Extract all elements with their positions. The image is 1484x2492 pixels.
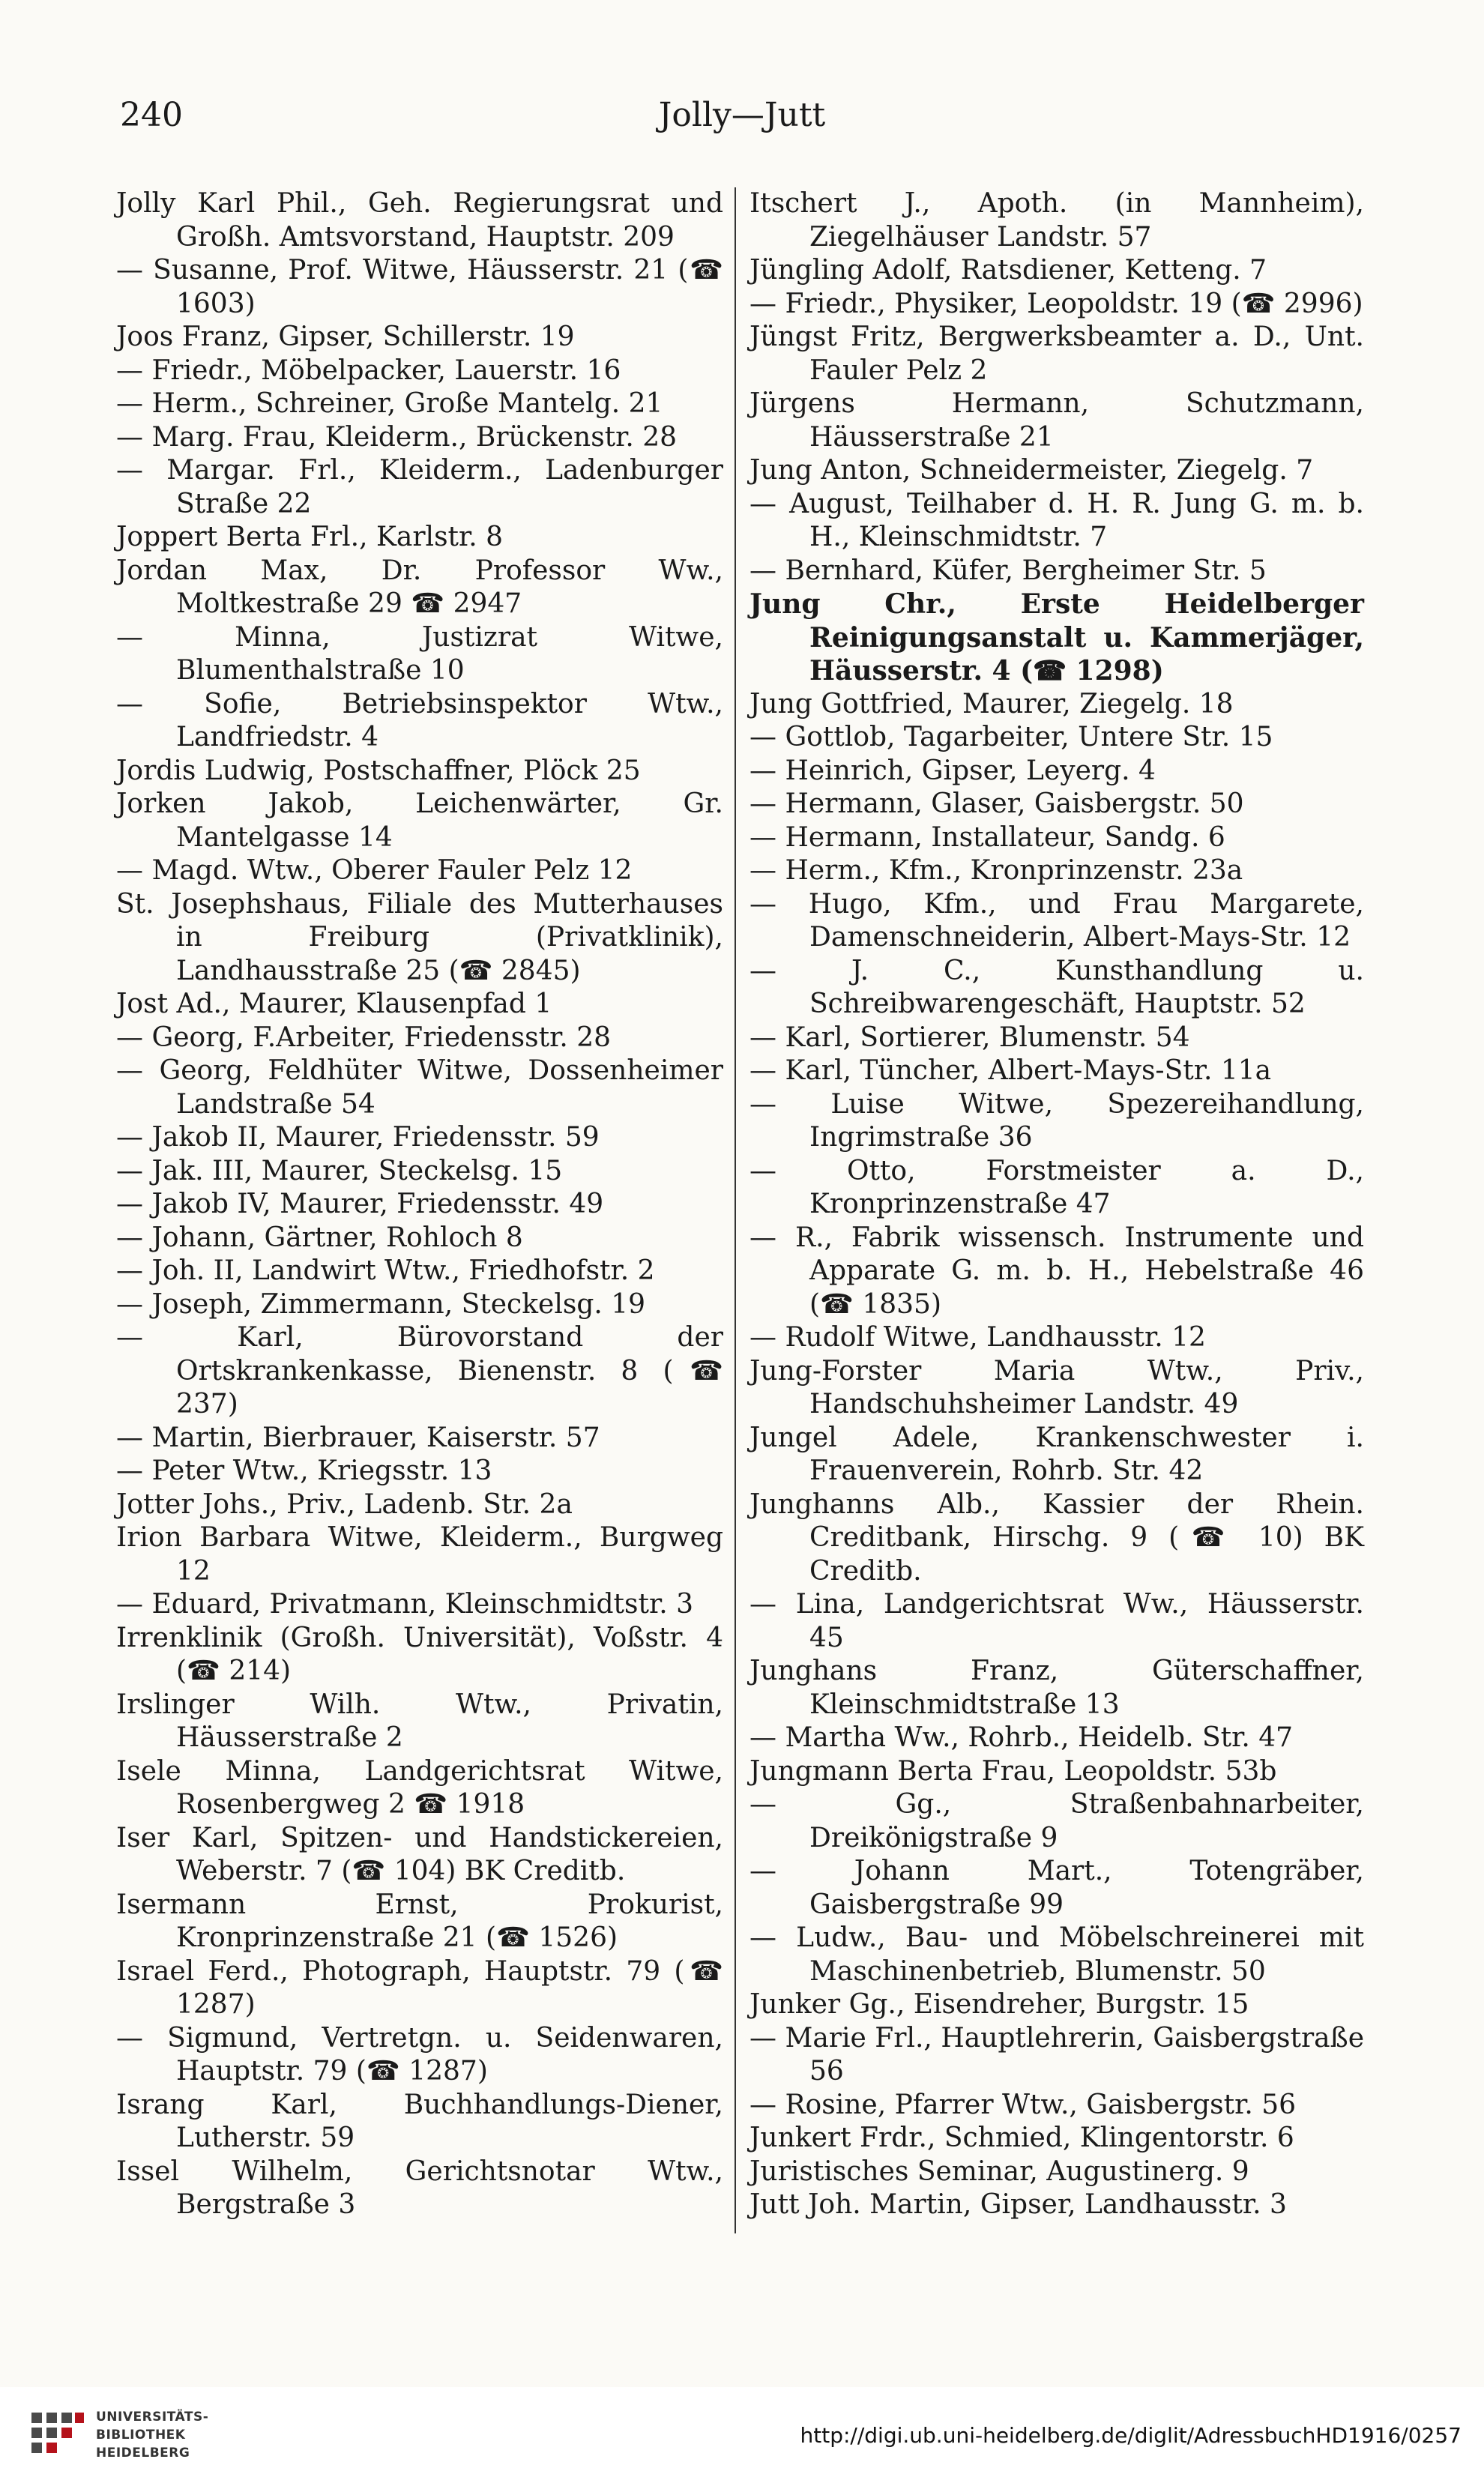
source-url-link[interactable]: http://digi.ub.uni-heidelberg.de/diglit/AdressbuchHD1916/0257	[800, 2423, 1462, 2448]
directory-entry: Israng Karl, Buchhandlungs-Diener, Lutherstr. 59	[116, 2089, 723, 2153]
directory-entry: — Friedr., Physiker, Leopoldstr. 19 (☎ 2996)	[749, 288, 1363, 319]
directory-entry: — Lina, Landgerichtsrat Ww., Häusserstr. 45	[749, 1589, 1364, 1653]
running-head: Jolly—Jutt	[658, 96, 826, 134]
directory-entry: Issel Wilhelm, Gerichtsnotar Wtw., Bergstraße 3	[116, 2155, 723, 2220]
directory-entry: — Otto, Forstmeister a. D., Kronprinzenstraße 47	[749, 1155, 1364, 1219]
directory-entry: Jung-Forster Maria Wtw., Priv., Handschuhsheimer Landstr. 49	[749, 1355, 1364, 1420]
directory-entry: Junghans Franz, Güterschaffner, Kleinschmidtstraße 13	[749, 1656, 1364, 1720]
library-name-line: HEIDELBERG	[96, 2446, 190, 2461]
directory-entry: Jorken Jakob, Leichenwärter, Gr. Mantelgasse 14	[116, 788, 723, 853]
directory-entry: — Marg. Frau, Kleiderm., Brückenstr. 28	[116, 421, 678, 453]
directory-entry: — Margar. Frl., Kleiderm., Ladenburger Straße 22	[116, 455, 723, 519]
directory-entry: — Hermann, Installateur, Sandg. 6	[749, 821, 1225, 853]
directory-entry: — Bernhard, Küfer, Bergheimer Str. 5	[749, 555, 1267, 586]
directory-entry: — J. C., Kunsthandlung u. Schreibwarengeschäft, Hauptstr. 52	[749, 955, 1364, 1019]
directory-entry: — Susanne, Prof. Witwe, Häusserstr. 21 (☎ 1603)	[116, 255, 723, 319]
directory-entry: Irrenklinik (Großh. Universität), Voßstr. 4 (☎ 214)	[116, 1622, 723, 1686]
directory-entry: — Rosine, Pfarrer Wtw., Gaisbergstr. 56	[749, 2089, 1297, 2120]
directory-entry: — August, Teilhaber d. H. R. Jung G. m. b. H., Kleinschmidtstr. 7	[749, 488, 1364, 552]
directory-entry: — Ludw., Bau- und Möbelschreinerei mit Maschinenbetrieb, Blumenstr. 50	[749, 1922, 1364, 1987]
directory-entry: Itschert J., Apoth. (in Mannheim), Ziegelhäuser Landstr. 57	[749, 188, 1364, 253]
directory-entry: Jürgens Hermann, Schutzmann, Häusserstraße 21	[749, 388, 1364, 453]
directory-entry: Jung Anton, Schneidermeister, Ziegelg. 7	[749, 455, 1314, 486]
directory-entry: — Marie Frl., Hauptlehrerin, Gaisbergstraße 56	[749, 2022, 1364, 2087]
directory-entry: — Hugo, Kfm., und Frau Margarete, Damenschneiderin, Albert-Mays-Str. 12	[749, 888, 1364, 953]
directory-entry: Jungel Adele, Krankenschwester i. Frauenverein, Rohrb. Str. 42	[749, 1422, 1364, 1486]
directory-entry: — Jak. III, Maurer, Steckelsg. 15	[116, 1155, 563, 1186]
directory-entry: Iser Karl, Spitzen- und Handstickereien, Weberstr. 7 (☎ 104) BK Creditb.	[116, 1822, 723, 1886]
directory-entry: Junkert Frdr., Schmied, Klingentorstr. 6	[749, 2123, 1294, 2153]
directory-entry: Jutt Joh. Martin, Gipser, Landhausstr. 3	[749, 2189, 1287, 2220]
directory-entry: Jüngling Adolf, Ratsdiener, Ketteng. 7	[749, 255, 1267, 286]
directory-entry: — Herm., Schreiner, Große Mantelg. 21	[116, 388, 663, 419]
directory-entry: Jüngst Fritz, Bergwerksbeamter a. D., Unt. Fauler Pelz 2	[749, 322, 1364, 386]
library-name-line: UNIVERSITÄTS-	[96, 2410, 209, 2425]
directory-entry: Jotter Johs., Priv., Ladenb. Str. 2a	[116, 1488, 573, 1520]
directory-entry: — Sigmund, Vertretgn. u. Seidenwaren, Hauptstr. 79 (☎ 1287)	[116, 2022, 723, 2087]
directory-entry: Juristisches Seminar, Augustinerg. 9	[749, 2155, 1249, 2187]
directory-entry: Israel Ferd., Photograph, Hauptstr. 79 (☎ 1287)	[116, 1955, 723, 2020]
directory-entry: Jolly Karl Phil., Geh. Regierungsrat und Großh. Amtsvorstand, Hauptstr. 209	[116, 188, 723, 253]
page-number: 240	[120, 96, 183, 134]
directory-entry: Jost Ad., Maurer, Klausenpfad 1	[116, 989, 552, 1019]
directory-entry: Isermann Ernst, Prokurist, Kronprinzenstraße 21 (☎ 1526)	[116, 1889, 723, 1953]
directory-entry: — Rudolf Witwe, Landhausstr. 12	[749, 1322, 1206, 1353]
directory-entry: — Minna, Justizrat Witwe, Blumenthalstraße 10	[116, 621, 723, 686]
directory-entry: Jungmann Berta Frau, Leopoldstr. 53b	[749, 1755, 1277, 1787]
directory-entry: Joppert Berta Frl., Karlstr. 8	[116, 522, 504, 552]
footer-bar	[0, 2387, 1484, 2492]
directory-entry: — Friedr., Möbelpacker, Lauerstr. 16	[116, 355, 621, 386]
directory-entry: — Johann Mart., Totengräber, Gaisbergstraße 99	[749, 1856, 1364, 1920]
library-name	[96, 2408, 208, 2462]
directory-entry: — Luise Witwe, Spezereihandlung, Ingrimstraße 36	[749, 1088, 1364, 1153]
directory-entry: Jordis Ludwig, Postschaffner, Plöck 25	[116, 755, 641, 786]
directory-entry: Joos Franz, Gipser, Schillerstr. 19	[116, 322, 575, 352]
directory-entry: Junker Gg., Eisendreher, Burgstr. 15	[749, 1989, 1249, 2020]
directory-entry: — Herm., Kfm., Kronprinzenstr. 23a	[749, 855, 1243, 886]
directory-entry: — Jakob II, Maurer, Friedensstr. 59	[116, 1122, 600, 1153]
directory-entry: — Joseph, Zimmermann, Steckelsg. 19	[116, 1288, 646, 1320]
directory-entry: — Georg, Feldhüter Witwe, Dossenheimer Landstraße 54	[116, 1055, 723, 1120]
directory-entry: — Gg., Straßenbahnarbeiter, Dreikönigstraße 9	[749, 1789, 1364, 1853]
directory-entry: Irslinger Wilh. Wtw., Privatin, Häusserstraße 2	[116, 1689, 723, 1753]
directory-entry: Irion Barbara Witwe, Kleiderm., Burgweg 12	[116, 1522, 723, 1587]
directory-entry: — Peter Wtw., Kriegsstr. 13	[116, 1455, 492, 1486]
directory-entry: — Hermann, Glaser, Gaisbergstr. 50	[749, 788, 1244, 819]
directory-entry: — Martha Ww., Rohrb., Heidelb. Str. 47	[749, 1722, 1294, 1753]
right-column	[749, 187, 1364, 2222]
directory-entry: — Karl, Bürovorstand der Ortskrankenkasse, Bienenstr. 8 (☎ 237)	[116, 1322, 723, 1420]
directory-entry: — Martin, Bierbrauer, Kaiserstr. 57	[116, 1422, 600, 1453]
university-library-logo-icon	[28, 2410, 87, 2468]
directory-entry: Jordan Max, Dr. Professor Ww., Moltkestraße 29 ☎ 2947	[116, 555, 723, 619]
directory-entry: — Magd. Wtw., Oberer Fauler Pelz 12	[116, 855, 633, 886]
directory-entry: Isele Minna, Landgerichtsrat Witwe, Rosenbergweg 2 ☎ 1918	[116, 1755, 723, 1820]
directory-entry: — Jakob IV, Maurer, Friedensstr. 49	[116, 1189, 604, 1219]
directory-entry: — R., Fabrik wissensch. Instrumente und Apparate G. m. b. H., Hebelstraße 46 (☎ 1835)	[749, 1222, 1364, 1320]
column-divider	[735, 187, 736, 2233]
directory-entry: — Georg, F.Arbeiter, Friedensstr. 28	[116, 1022, 612, 1053]
library-name-line: BIBLIOTHEK	[96, 2428, 186, 2443]
directory-entry: — Karl, Sortierer, Blumenstr. 54	[749, 1022, 1190, 1053]
directory-entry: — Joh. II, Landwirt Wtw., Friedhofstr. 2	[116, 1255, 655, 1286]
directory-entry: St. Josephshaus, Filiale des Mutterhauses in Freiburg (Privatklinik), Landhausstraße 25 (☎ 2845)	[116, 888, 723, 986]
directory-entry-advert: Jung Chr., Erste Heidelberger Reinigungsanstalt u. Kammerjäger, Häusserstr. 4 (☎ 1298)	[749, 588, 1364, 687]
directory-entry: Junghanns Alb., Kassier der Rhein. Creditbank, Hirschg. 9 (☎ 10) BK Creditb.	[749, 1488, 1364, 1587]
left-column	[116, 187, 723, 2222]
directory-entry: — Eduard, Privatmann, Kleinschmidtstr. 3	[116, 1589, 694, 1620]
directory-entry: — Karl, Tüncher, Albert-Mays-Str. 11a	[749, 1055, 1272, 1086]
directory-entry: Jung Gottfried, Maurer, Ziegelg. 18	[749, 688, 1234, 719]
directory-entry: — Johann, Gärtner, Rohloch 8	[116, 1222, 523, 1253]
directory-entry: — Gottlob, Tagarbeiter, Untere Str. 15	[749, 722, 1273, 752]
page-header	[120, 96, 1364, 148]
directory-entry: — Sofie, Betriebsinspektor Wtw., Landfriedstr. 4	[116, 688, 723, 752]
directory-entry: — Heinrich, Gipser, Leyerg. 4	[749, 755, 1156, 786]
